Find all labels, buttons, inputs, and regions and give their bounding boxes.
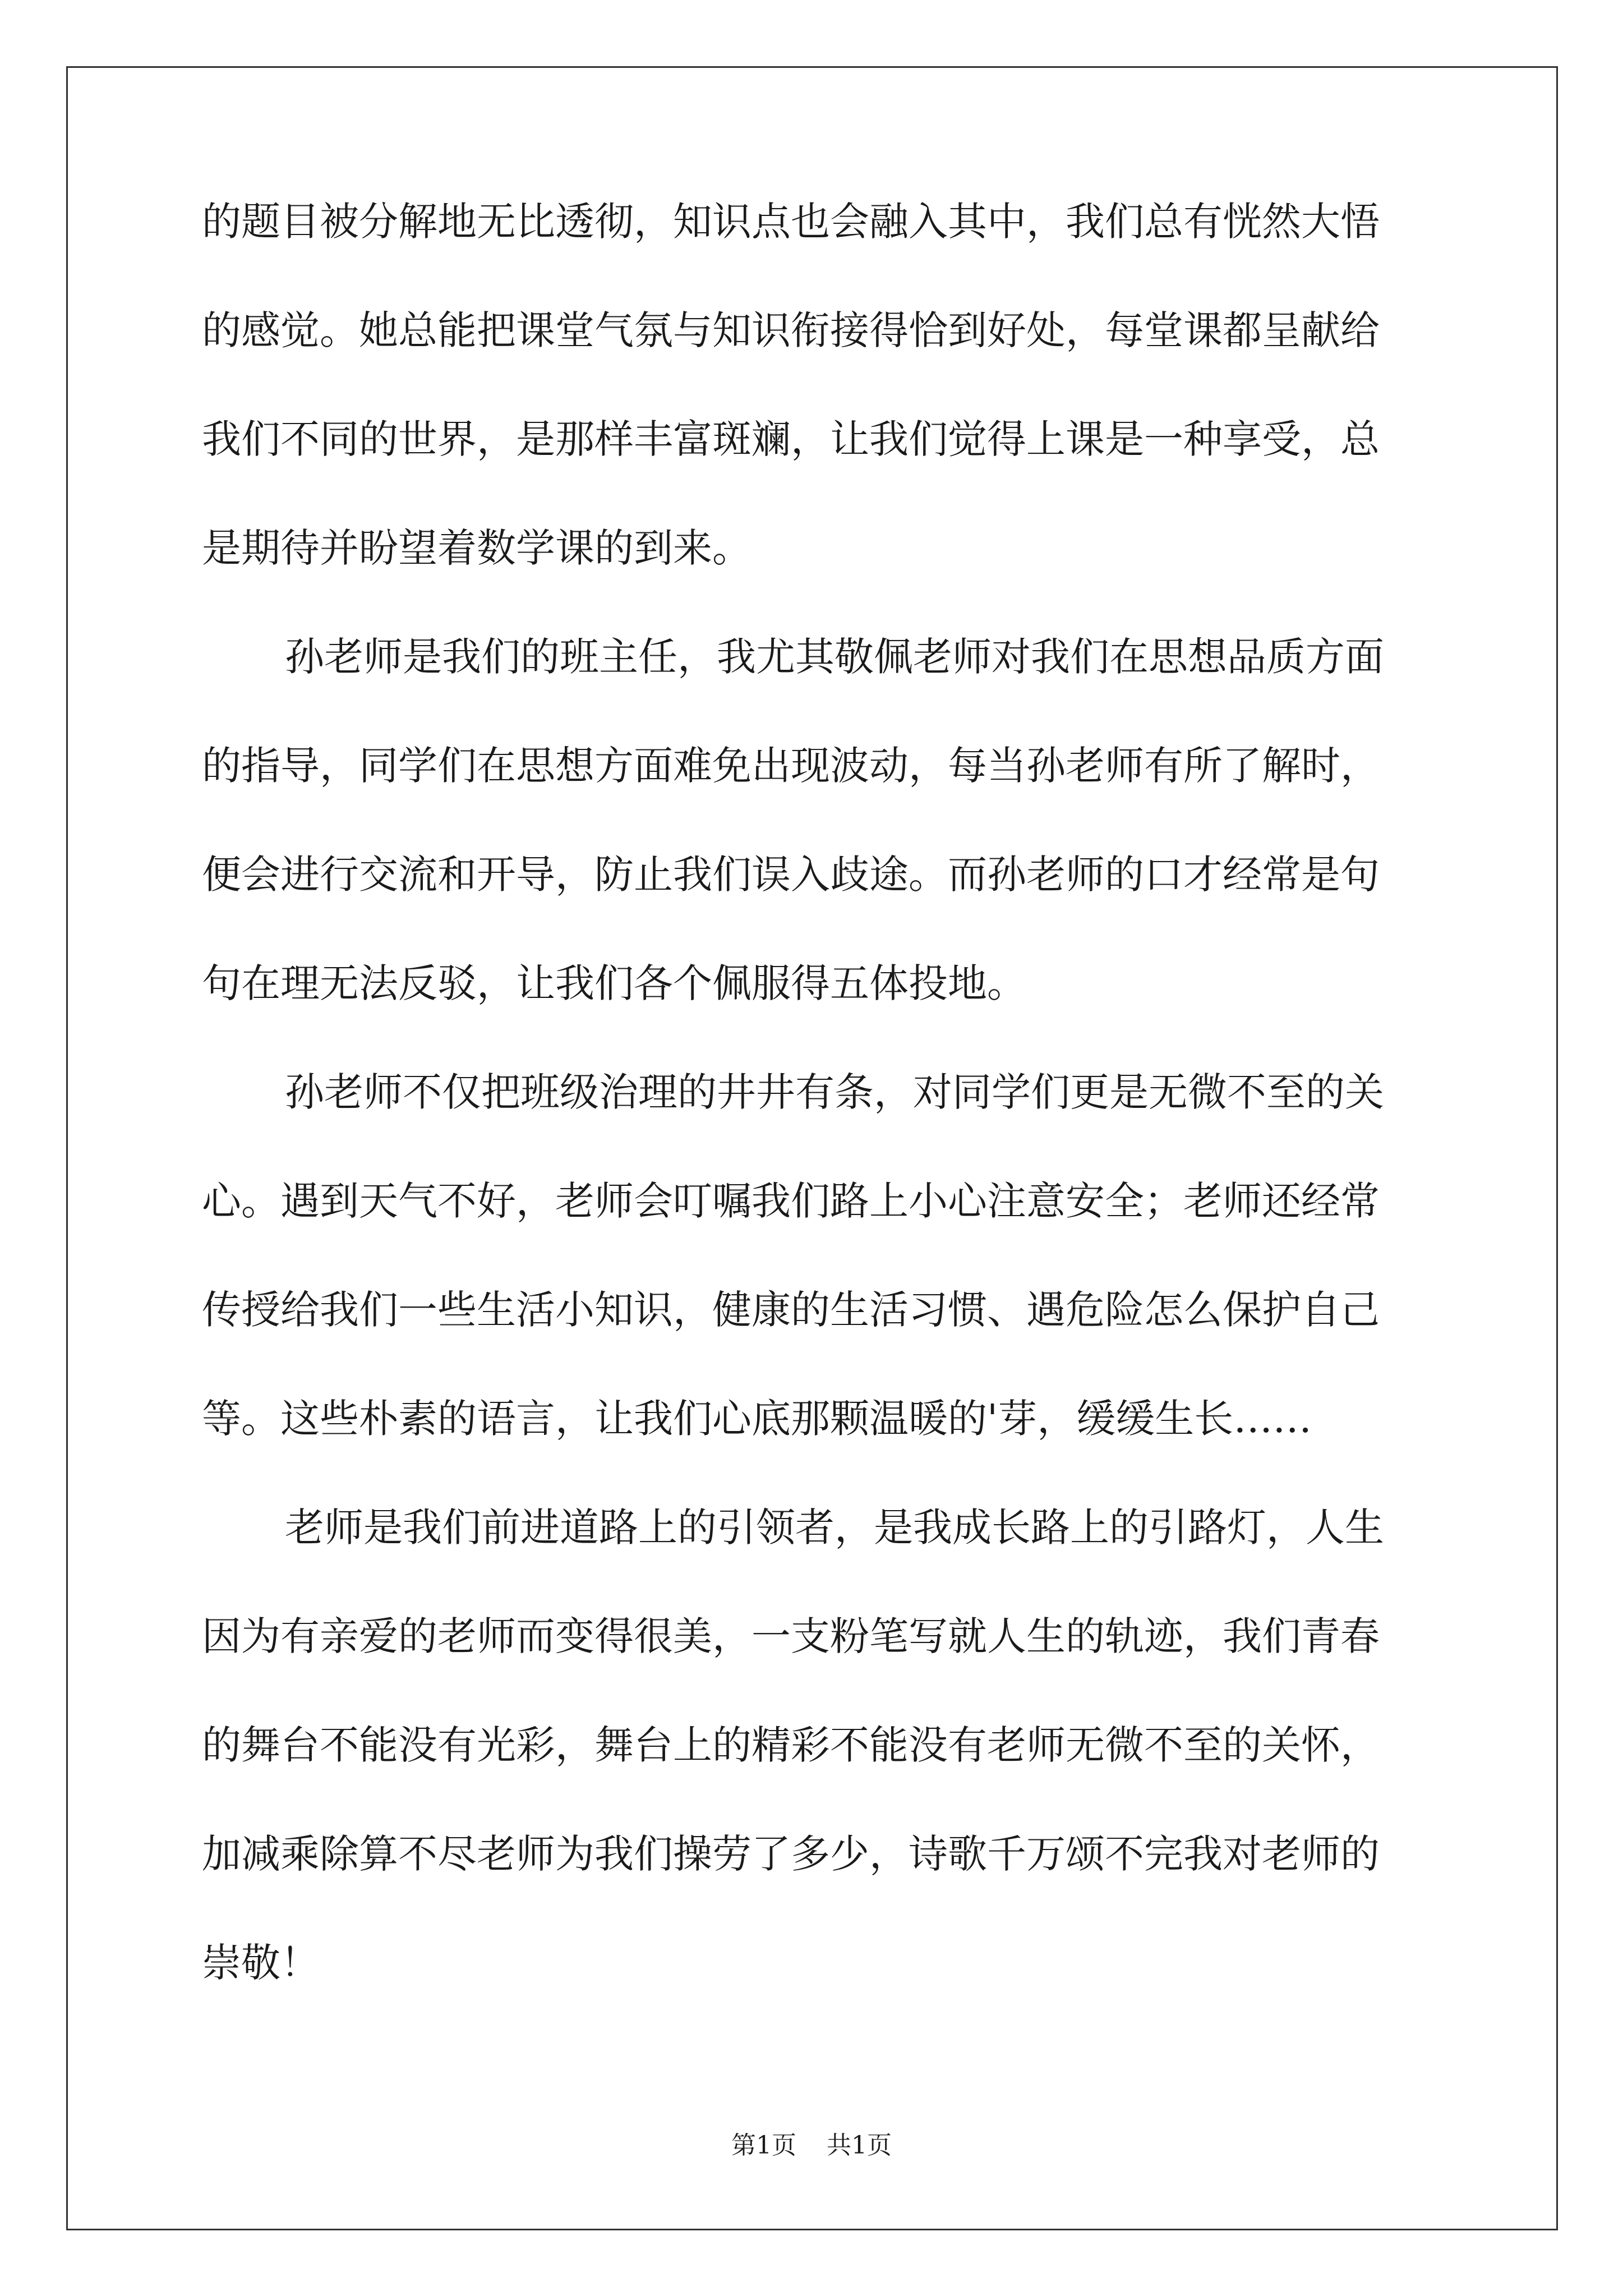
- text-line: 便会进行交流和开导，防止我们误入歧途。而孙老师的口才经常是句: [202, 852, 1380, 898]
- text-line: 我们不同的世界，是那样丰富斑斓，让我们觉得上课是一种享受，总: [202, 416, 1380, 462]
- paragraph-first-line: 孙老师是我们的班主任，我尤其敬佩老师对我们在思想品质方面: [285, 634, 1384, 680]
- page-footer: [0, 2132, 1623, 2160]
- text-line: 是期待并盼望着数学课的到来。: [202, 525, 751, 571]
- page-number-current: 第1页: [731, 2131, 796, 2160]
- text-line: 的舞台不能没有光彩，舞台上的精彩不能没有老师无微不至的关怀，: [202, 1722, 1380, 1768]
- text-line: 的指导，同学们在思想方面难免出现波动，每当孙老师有所了解时，: [202, 743, 1380, 789]
- paragraph-first-line: 孙老师不仅把班级治理的井井有条，对同学们更是无微不至的关: [285, 1069, 1384, 1115]
- text-line: 心。遇到天气不好，老师会叮嘱我们路上小心注意安全；老师还经常: [202, 1178, 1380, 1224]
- page-number-total: 共1页: [827, 2131, 892, 2160]
- text-line: 因为有亲爱的老师而变得很美，一支粉笔写就人生的轨迹，我们青春: [202, 1613, 1380, 1659]
- text-line: 的感觉。她总能把课堂气氛与知识衔接得恰到好处，每堂课都呈献给: [202, 307, 1380, 353]
- text-line: 等。这些朴素的语言，让我们心底那颗温暖的'芽，缓缓生长……: [202, 1396, 1312, 1442]
- paragraph-first-line: 老师是我们前进道路上的引领者，是我成长路上的引路灯，人生: [285, 1504, 1384, 1550]
- text-line: 加减乘除算不尽老师为我们操劳了多少，诗歌千万颂不完我对老师的: [202, 1831, 1380, 1877]
- text-line: 的题目被分解地无比透彻，知识点也会融入其中，我们总有恍然大悟: [202, 199, 1380, 245]
- text-line: 句在理无法反驳，让我们各个佩服得五体投地。: [202, 960, 1026, 1006]
- document-body: [202, 199, 1436, 2052]
- text-line: 传授给我们一些生活小知识，健康的生活习惯、遇危险怎么保护自己: [202, 1287, 1380, 1333]
- text-line: 崇敬！: [202, 1940, 320, 1986]
